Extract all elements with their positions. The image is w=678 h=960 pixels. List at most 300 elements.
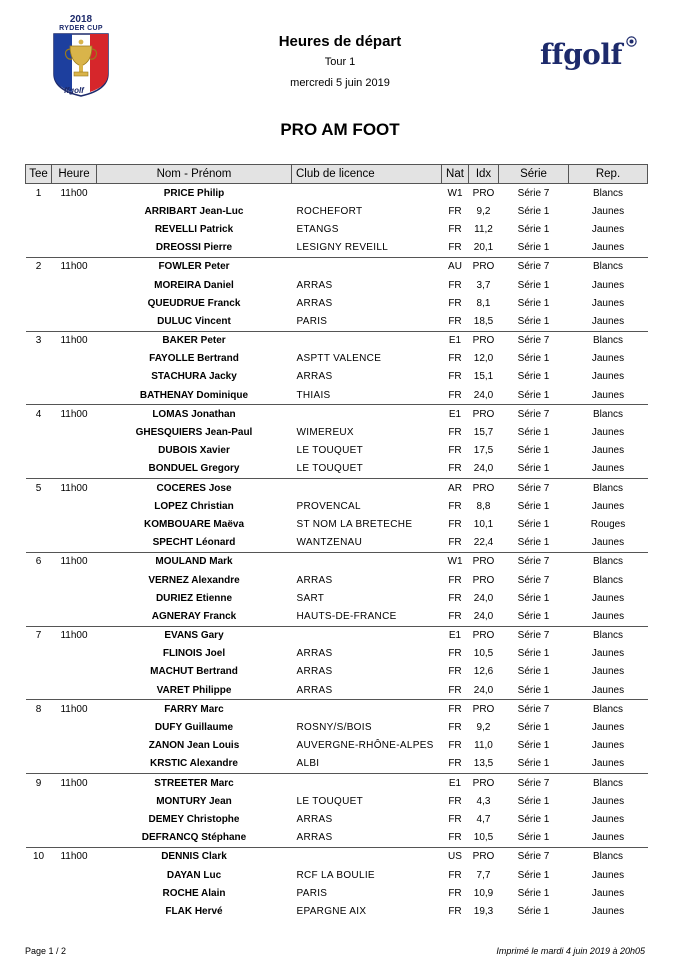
start-time [52, 755, 97, 774]
player-name: VERNEZ Alexandre [148, 574, 240, 586]
series: Série 7 [499, 479, 569, 498]
tee-number [26, 884, 52, 902]
series: Série 1 [517, 905, 550, 917]
start-time: 11h00 [52, 700, 97, 719]
tee-number [26, 442, 52, 460]
tee-marker: Jaunes [591, 279, 625, 291]
series: Série 1 [517, 427, 550, 439]
tee-number [26, 239, 52, 258]
nationality: FR [448, 666, 462, 678]
table-row [26, 312, 648, 331]
table-row [26, 737, 648, 755]
nationality: FR [448, 445, 462, 457]
table-row [26, 220, 648, 238]
player-name: DREOSSI Pierre [155, 242, 233, 254]
start-time: 11h00 [52, 552, 97, 571]
handicap-index: PRO [469, 257, 499, 276]
nationality: W1 [442, 552, 469, 571]
start-time [52, 810, 97, 828]
table-row [26, 534, 648, 553]
tee-marker: Blancs [569, 405, 648, 424]
event-title: PRO AM FOOT [280, 120, 400, 139]
handicap-index: 10,1 [473, 518, 494, 530]
tee-marker: Jaunes [591, 832, 625, 844]
handicap-index: 10,5 [473, 832, 494, 844]
tee-marker: Blancs [569, 847, 648, 866]
nationality: FR [448, 242, 462, 254]
club-name: ARRAS [296, 684, 333, 696]
nationality: FR [448, 758, 462, 770]
nationality: FR [448, 279, 462, 291]
table-row [26, 515, 648, 533]
start-time [52, 607, 97, 626]
tee-marker: Jaunes [591, 500, 625, 512]
handicap-index: 13,5 [473, 758, 494, 770]
handicap-index: 24,0 [473, 610, 494, 622]
tee-number: 10 [26, 847, 52, 866]
player-name: GHESQUIERS Jean-Paul [135, 427, 253, 439]
tee-number [26, 220, 52, 238]
nationality: AU [442, 257, 469, 276]
player-name: DURIEZ Etienne [155, 592, 233, 604]
series: Série 1 [517, 445, 550, 457]
start-time: 11h00 [52, 331, 97, 350]
table-row [26, 276, 648, 294]
series: Série 1 [517, 297, 550, 309]
tee-number [26, 534, 52, 553]
player-name: DULUC Vincent [157, 315, 231, 327]
club-name: AUVERGNE-RHÔNE-ALPES [296, 740, 434, 752]
tee-marker: Jaunes [591, 610, 625, 622]
start-time [52, 276, 97, 294]
start-time: 11h00 [52, 847, 97, 866]
tee-marker: Jaunes [591, 758, 625, 770]
tee-marker: Jaunes [591, 592, 625, 604]
start-time: 11h00 [52, 774, 97, 793]
tee-number [26, 202, 52, 220]
club-name: PARIS [296, 887, 328, 899]
handicap-index: 7,7 [476, 869, 491, 881]
club-name: EPARGNE AIX [296, 905, 367, 917]
player-name: PRICE Philip [97, 184, 292, 203]
tee-marker: Jaunes [591, 887, 625, 899]
table-row [26, 479, 648, 498]
column-header: Club de licence [292, 165, 442, 184]
club-name: LESIGNY REVEILL [296, 242, 389, 254]
ryder-cup-name: RYDER CUP [59, 25, 103, 32]
nationality: FR [448, 684, 462, 696]
nationality: FR [448, 463, 462, 475]
nationality: FR [448, 795, 462, 807]
nationality: FR [448, 315, 462, 327]
start-time [52, 571, 97, 589]
handicap-index: 9,2 [476, 205, 491, 217]
tee-marker: Rouges [590, 518, 626, 530]
club-name [292, 552, 442, 571]
nationality: E1 [442, 626, 469, 645]
series: Série 1 [517, 666, 550, 678]
tee-marker: Jaunes [591, 648, 625, 660]
player-name: ARRIBART Jean-Luc [144, 205, 244, 217]
handicap-index: 24,0 [473, 463, 494, 475]
nationality: FR [448, 297, 462, 309]
club-name: LE TOUQUET [296, 463, 364, 475]
club-name: LE TOUQUET [296, 445, 364, 457]
tee-marker: Jaunes [591, 722, 625, 734]
start-time [52, 386, 97, 405]
tee-number [26, 810, 52, 828]
club-name: ARRAS [296, 813, 333, 825]
tee-number [26, 276, 52, 294]
tee-number [26, 423, 52, 441]
series: Série 1 [517, 795, 550, 807]
club-name: ALBI [296, 758, 320, 770]
series: Série 7 [499, 700, 569, 719]
start-time [52, 737, 97, 755]
club-name [292, 626, 442, 645]
table-row [26, 718, 648, 736]
tee-marker: Jaunes [591, 427, 625, 439]
tee-number [26, 350, 52, 368]
nationality: FR [448, 592, 462, 604]
handicap-index: 9,2 [476, 722, 491, 734]
player-name: DUBOIS Xavier [158, 445, 230, 457]
nationality: FR [448, 389, 462, 401]
start-time: 11h00 [52, 479, 97, 498]
player-name: FLINOIS Joel [162, 648, 226, 660]
club-name: WIMEREUX [296, 427, 354, 439]
player-name: MACHUT Bertrand [150, 666, 238, 678]
tee-marker: Blancs [569, 700, 648, 719]
table-row [26, 423, 648, 441]
start-time: 11h00 [52, 257, 97, 276]
series: Série 1 [517, 315, 550, 327]
series: Série 7 [499, 405, 569, 424]
table-row [26, 589, 648, 607]
tee-number: 8 [26, 700, 52, 719]
handicap-index: 15,1 [473, 371, 494, 383]
nationality: FR [442, 700, 469, 719]
tee-number [26, 902, 52, 920]
series: Série 1 [517, 279, 550, 291]
tee-marker: Jaunes [591, 666, 625, 678]
series: Série 1 [517, 500, 550, 512]
print-timestamp: Imprimé le mardi 4 juin 2019 à 20h05 [496, 946, 645, 956]
nationality: E1 [442, 774, 469, 793]
club-name: ST NOM LA BRETECHE [296, 518, 413, 530]
start-time [52, 239, 97, 258]
nationality: AR [442, 479, 469, 498]
player-name: STACHURA Jacky [151, 371, 237, 383]
tee-number [26, 312, 52, 331]
table-row [26, 866, 648, 884]
tee-number: 1 [26, 184, 52, 203]
club-name [292, 257, 442, 276]
start-time [52, 350, 97, 368]
table-row [26, 884, 648, 902]
player-name: MONTURY Jean [156, 795, 232, 807]
nationality: FR [448, 537, 462, 549]
player-name: FOWLER Peter [97, 257, 292, 276]
handicap-index: 19,3 [473, 905, 494, 917]
player-name: MOULAND Mark [97, 552, 292, 571]
club-name [292, 405, 442, 424]
handicap-index: 10,9 [473, 887, 494, 899]
handicap-index: 8,8 [476, 500, 491, 512]
series: Série 1 [517, 722, 550, 734]
table-row [26, 902, 648, 920]
tee-number [26, 829, 52, 848]
start-time [52, 866, 97, 884]
club-name: LE TOUQUET [296, 795, 364, 807]
series: Série 7 [499, 774, 569, 793]
handicap-index: PRO [472, 574, 495, 586]
player-name: FAYOLLE Bertrand [149, 353, 239, 365]
table-row [26, 847, 648, 866]
tee-marker: Blancs [569, 257, 648, 276]
series: Série 1 [517, 813, 550, 825]
table-row [26, 552, 648, 571]
series: Série 7 [499, 331, 569, 350]
series: Série 7 [499, 257, 569, 276]
page-title: Heures de départ [278, 33, 402, 50]
nationality: FR [448, 869, 462, 881]
nationality: W1 [442, 184, 469, 203]
start-time [52, 220, 97, 238]
series: Série 1 [517, 537, 550, 549]
nationality: FR [448, 353, 462, 365]
series: Série 1 [517, 353, 550, 365]
player-name: QUEUDRUE Franck [147, 297, 241, 309]
series: Série 1 [517, 832, 550, 844]
nationality: FR [448, 813, 462, 825]
page-number: Page 1 / 2 [25, 946, 67, 956]
start-time [52, 312, 97, 331]
nationality: FR [448, 205, 462, 217]
handicap-index: 11,2 [474, 223, 493, 235]
start-time [52, 368, 97, 386]
registered-mark-icon [626, 36, 637, 47]
tee-marker: Jaunes [591, 813, 625, 825]
series: Série 1 [517, 389, 550, 401]
start-time [52, 884, 97, 902]
handicap-index: PRO [469, 331, 499, 350]
handicap-index: PRO [469, 847, 499, 866]
nationality: FR [448, 223, 462, 235]
tee-number [26, 515, 52, 533]
series: Série 7 [499, 847, 569, 866]
tee-number [26, 589, 52, 607]
tee-number [26, 460, 52, 479]
start-time [52, 423, 97, 441]
handicap-index: 10,5 [473, 648, 494, 660]
tee-marker: Jaunes [591, 389, 625, 401]
tee-marker: Blancs [569, 774, 648, 793]
player-name: BATHENAY Dominique [139, 389, 249, 401]
handicap-index: 4,7 [476, 813, 491, 825]
tee-number [26, 737, 52, 755]
table-row [26, 202, 648, 220]
nationality: FR [448, 887, 462, 899]
nationality: FR [448, 648, 462, 660]
club-name: ROSNY/S/BOIS [296, 722, 372, 734]
player-name: DENNIS Clark [97, 847, 292, 866]
table-row [26, 350, 648, 368]
series: Série 1 [517, 463, 550, 475]
series: Série 7 [517, 574, 550, 586]
handicap-index: 24,0 [473, 389, 494, 401]
start-time [52, 681, 97, 700]
table-row [26, 257, 648, 276]
series: Série 1 [517, 648, 550, 660]
table-row [26, 774, 648, 793]
handicap-index: 4,3 [476, 795, 491, 807]
start-time: 11h00 [52, 184, 97, 203]
tee-number: 9 [26, 774, 52, 793]
date-label: mercredi 5 juin 2019 [290, 77, 390, 89]
tee-number [26, 718, 52, 736]
start-time [52, 663, 97, 681]
handicap-index: PRO [469, 552, 499, 571]
column-header: Nat [442, 165, 469, 184]
nationality: FR [448, 427, 462, 439]
club-name [292, 847, 442, 866]
club-name: WANTZENAU [296, 537, 363, 549]
start-time [52, 645, 97, 663]
handicap-index: 18,5 [473, 315, 494, 327]
tee-number: 5 [26, 479, 52, 498]
club-name [292, 184, 442, 203]
ryder-cup-federation: ffgolf [64, 86, 84, 95]
table-row [26, 607, 648, 626]
start-time [52, 294, 97, 312]
tee-marker: Blancs [569, 552, 648, 571]
player-name: SPECHT Léonard [152, 537, 236, 549]
club-name: RCF LA BOULIE [296, 869, 375, 881]
table-row [26, 331, 648, 350]
handicap-index: 8,1 [476, 297, 491, 309]
nationality: FR [448, 832, 462, 844]
series: Série 1 [517, 610, 550, 622]
player-name: BONDUEL Gregory [148, 463, 240, 475]
table-row [26, 442, 648, 460]
player-name: ZANON Jean Louis [148, 740, 240, 752]
tee-number: 3 [26, 331, 52, 350]
player-name: DUFY Guillaume [154, 722, 234, 734]
tee-marker: Jaunes [591, 242, 625, 254]
tee-marker: Blancs [569, 479, 648, 498]
club-name [292, 479, 442, 498]
tee-number [26, 497, 52, 515]
nationality: FR [448, 500, 462, 512]
club-name: ASPTT VALENCE [296, 353, 382, 365]
tee-number: 7 [26, 626, 52, 645]
tee-marker: Jaunes [591, 315, 625, 327]
tee-number [26, 294, 52, 312]
table-row [26, 239, 648, 258]
tee-number [26, 663, 52, 681]
tee-marker: Blancs [569, 331, 648, 350]
club-name: ARRAS [296, 279, 333, 291]
tee-marker: Blancs [569, 184, 648, 203]
series: Série 7 [499, 626, 569, 645]
table-row [26, 386, 648, 405]
column-header: Idx [469, 165, 499, 184]
table-row [26, 460, 648, 479]
nationality: FR [448, 722, 462, 734]
series: Série 1 [517, 518, 550, 530]
club-name: ARRAS [296, 666, 333, 678]
tee-number: 2 [26, 257, 52, 276]
series: Série 1 [517, 684, 550, 696]
start-time [52, 718, 97, 736]
tee-number [26, 681, 52, 700]
nationality: US [442, 847, 469, 866]
player-name: STREETER Marc [97, 774, 292, 793]
tee-marker: Blancs [592, 574, 623, 586]
club-name [292, 331, 442, 350]
table-row [26, 645, 648, 663]
column-header: Série [499, 165, 569, 184]
table-row [26, 792, 648, 810]
start-times-table [25, 164, 648, 921]
table-row [26, 663, 648, 681]
tee-marker: Jaunes [591, 740, 625, 752]
handicap-index: 20,1 [473, 242, 494, 254]
player-name: KOMBOUARE Maëva [143, 518, 245, 530]
tee-number: 6 [26, 552, 52, 571]
series: Série 1 [517, 205, 550, 217]
ryder-cup-logo [50, 14, 112, 98]
handicap-index: PRO [469, 184, 499, 203]
tee-number [26, 866, 52, 884]
tee-marker: Jaunes [591, 223, 625, 235]
start-time: 11h00 [52, 405, 97, 424]
nationality: FR [448, 518, 462, 530]
tee-marker: Jaunes [591, 445, 625, 457]
table-row [26, 829, 648, 848]
club-name: ARRAS [296, 371, 333, 383]
handicap-index: PRO [469, 405, 499, 424]
tee-number [26, 571, 52, 589]
series: Série 1 [517, 223, 550, 235]
series: Série 7 [499, 184, 569, 203]
tee-number [26, 755, 52, 774]
club-name [292, 700, 442, 719]
club-name: ARRAS [296, 832, 333, 844]
tee-number [26, 792, 52, 810]
club-name: ETANGS [296, 223, 339, 235]
nationality: FR [448, 574, 462, 586]
handicap-index: 3,7 [476, 279, 491, 291]
handicap-index: 24,0 [473, 592, 494, 604]
start-time [52, 202, 97, 220]
tee-marker: Jaunes [591, 353, 625, 365]
nationality: E1 [442, 405, 469, 424]
start-time [52, 589, 97, 607]
club-name: THIAIS [296, 389, 331, 401]
tee-number [26, 386, 52, 405]
series: Série 1 [517, 887, 550, 899]
player-name: EVANS Gary [97, 626, 292, 645]
ryder-cup-year: 2018 [69, 14, 93, 25]
club-name: ARRAS [296, 648, 333, 660]
player-name: DAYAN Luc [166, 869, 222, 881]
handicap-index: 24,0 [473, 684, 494, 696]
player-name: KRSTIC Alexandre [150, 758, 238, 770]
tee-number: 4 [26, 405, 52, 424]
table-row [26, 700, 648, 719]
